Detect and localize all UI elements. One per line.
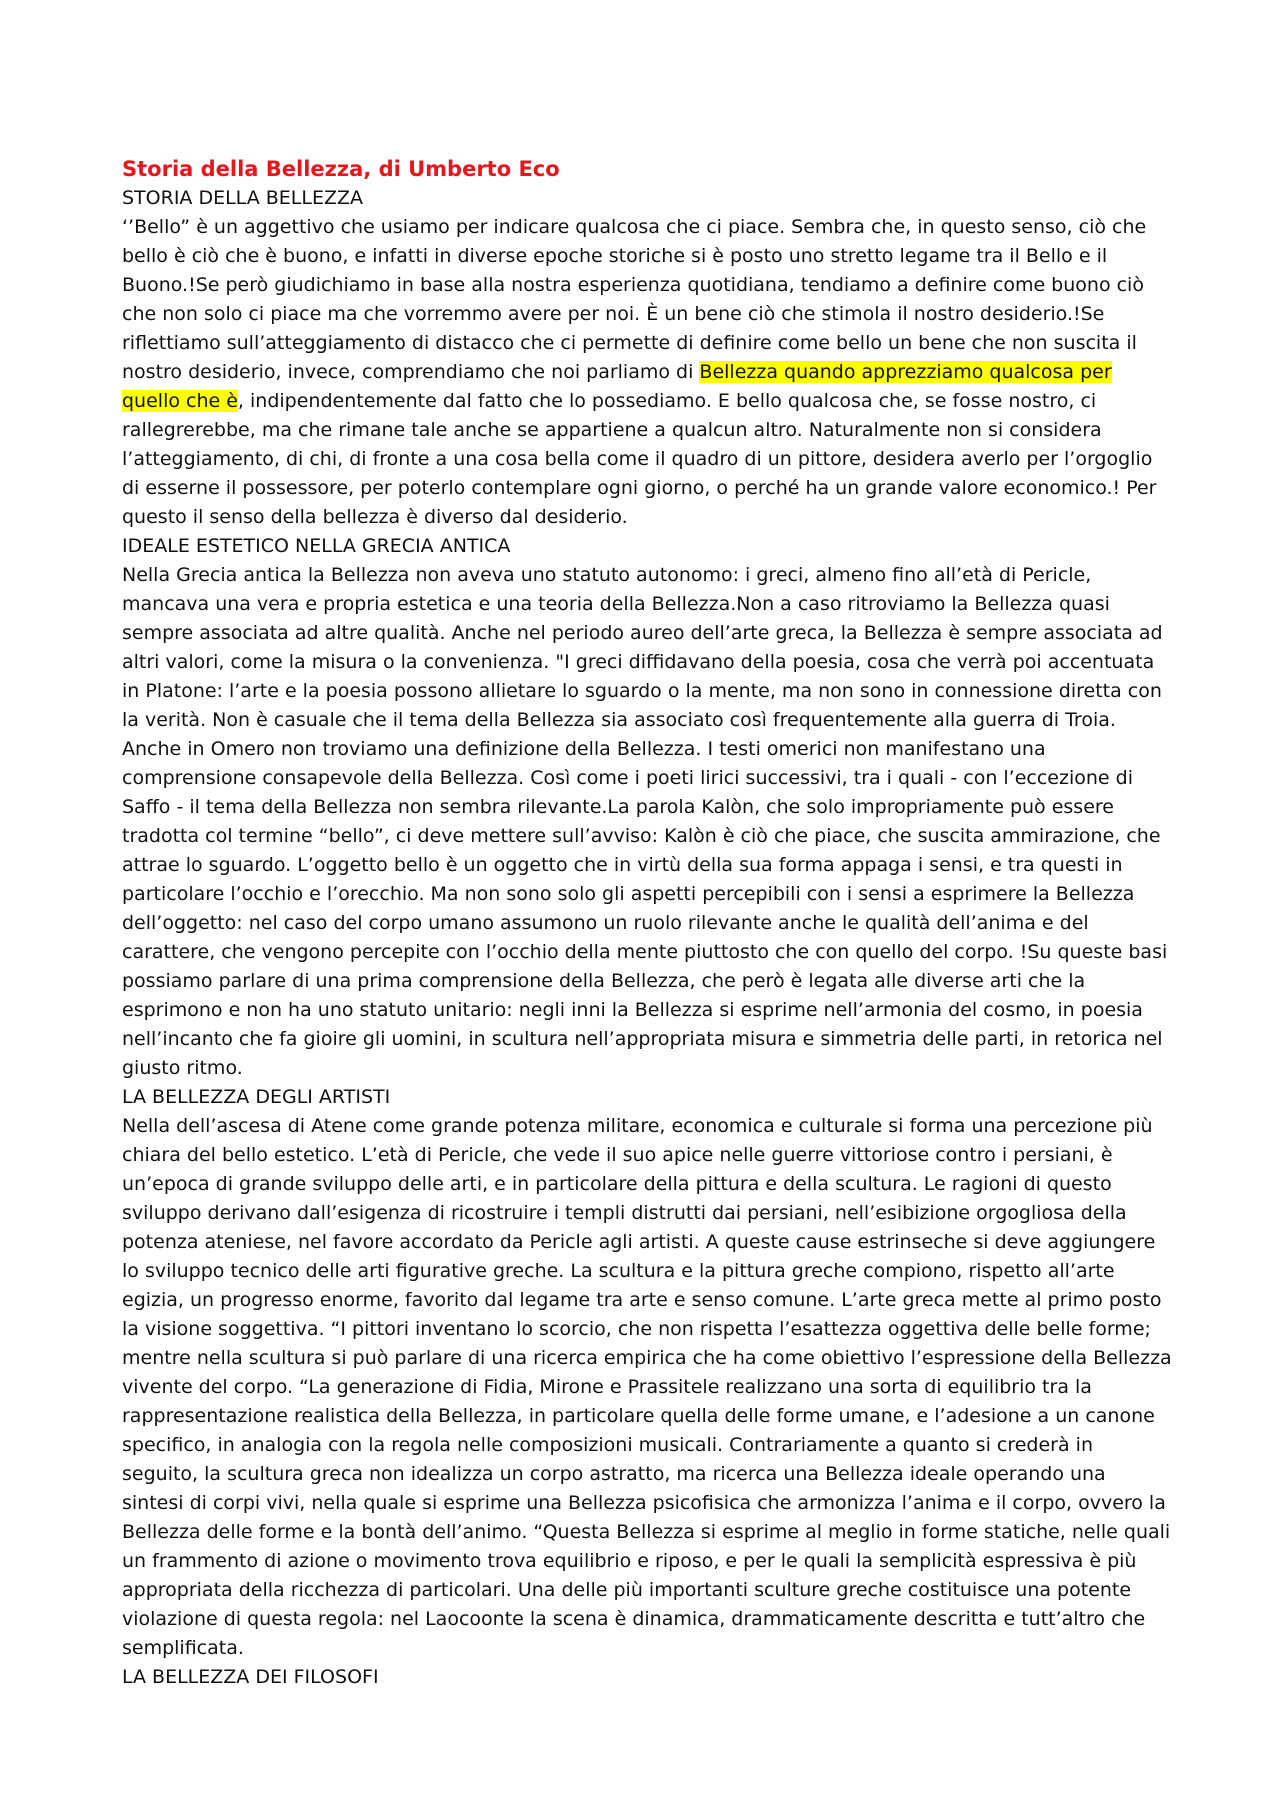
paragraph-text: ‘’Bello” è un aggettivo che usiamo per indicare qualcosa che ci piace. Sembra che, in questo senso, ciò che bello è ciò che è buono, e infatti in diverse epoche storiche si è posto uno stretto legame tra il Bello e il Buono.!Se però giudichiamo in base alla nostra esperienza quotidiana, tendiamo a definire come buono ciò che non solo ci piace ma che vorremmo avere per noi. È un bene ciò che stimola il nostro desiderio.!Se riflettiamo sull’atteggiamento di distacco che ci permette di definire come bello un bene che non suscita il nostro desiderio, invece, comprendiamo che noi parliamo di: [122, 216, 1147, 383]
section-heading: LA BELLEZZA DEI FILOSOFI: [122, 1666, 379, 1688]
section-storia-della-bellezza: [122, 184, 1172, 532]
section-paragraph: Nella Grecia antica la Bellezza non aveva uno statuto autonomo: i greci, almeno fino all’età di Pericle, mancava una vera e propria estetica e una teoria della Bellezza.Non a caso ritroviamo la Bellezza quasi sempre associata ad altre qualità. Anche nel periodo aureo dell’arte greca, la Bellezza è sempre associata ad altri valori, come la misura o la convenienza. "I greci diffidavano della poesia, cosa che verrà poi accentuata in Platone: l’arte e la poesia possono allietare lo sguardo o la mente, ma non sono in connessione diretta con la verità. Non è casuale che il tema della Bellezza sia associato così frequentemente alla guerra di Troia. Anche in Omero non troviamo una definizione della Bellezza. I testi omerici non manifestano una comprensione consapevole della Bellezza. Così come i poeti lirici successivi, tra i quali - con l’eccezione di Saffo - il tema della Bellezza non sembra rilevante.La parola Kalòn, che solo impropriamente può essere tradotta col termine “bello”, ci deve mettere sull’avviso: Kalòn è ciò che piace, che suscita ammirazione, che attrae lo sguardo. L’oggetto bello è un oggetto che in virtù della sua forma appaga i sensi, e tra questi in particolare l’occhio e l’orecchio. Ma non sono solo gli aspetti percepibili con i sensi a esprimere la Bellezza dell’oggetto: nel caso del corpo umano assumono un ruolo rilevante anche le qualità dell’anima e del carattere, che vengono percepite con l’occhio della mente piuttosto che con quello del corpo. !Su queste basi possiamo parlare di una prima comprensione della Bellezza, che però è legata alle diverse arti che la esprimono e non ha uno statuto unitario: negli inni la Bellezza si esprime nell’armonia del cosmo, in poesia nell’incanto che fa gioire gli uomini, in scultura nell’appropriata misura e simmetria delle parti, in retorica nel giusto ritmo.: [122, 564, 1168, 1079]
document-title: Storia della Bellezza, di Umberto Eco: [122, 157, 560, 181]
highlighted-text: Bellezza quando apprezziamo qualcosa per quello che è: [122, 361, 1112, 412]
paragraph-text: , indipendentemente dal fatto che lo possediamo. E bello qualcosa che, se fosse nostro, ci rallegrerebbe, ma che rimane tale anche se appartiene a qualcun altro. Naturalmente non si considera l’atteggiamento, di chi, di fronte a una cosa bella come il quadro di un pittore, desidera averlo per l’orgoglio di esserne il possessore, per poterlo contemplare ogni giorno, o perché ha un grande valore economico.! Per questo il senso della bellezza è diverso dal desiderio.: [122, 390, 1157, 528]
section-heading: IDEALE ESTETICO NELLA GRECIA ANTICA: [122, 535, 511, 557]
section-bellezza-artisti: [122, 1083, 1172, 1663]
section-bellezza-filosofi: [122, 1663, 1172, 1692]
document-page: [122, 155, 1172, 1692]
section-paragraph: Nella dell’ascesa di Atene come grande potenza militare, economica e culturale si forma una percezione più chiara del bello estetico. L’età di Pericle, che vede il suo apice nelle guerre vittoriose contro i persiani, è un’epoca di grande sviluppo delle arti, e in particolare della pittura e della scultura. Le ragioni di questo sviluppo derivano dall’esigenza di ricostruire i templi distrutti dai persiani, nell’esibizione orgogliosa della potenza ateniese, nel favore accordato da Pericle agli artisti. A queste cause estrinseche si deve aggiungere lo sviluppo tecnico delle arti figurative greche. La scultura e la pittura greche compiono, rispetto all’arte egizia, un progresso enorme, favorito dal legame tra arte e senso comune. L’arte greca mette al primo posto la visione soggettiva. “I pittori inventano lo scorcio, che non rispetta l’esattezza oggettiva delle belle forme; mentre nella scultura si può parlare di una ricerca empirica che ha come obiettivo l’espressione della Bellezza vivente del corpo. “La generazione di Fidia, Mirone e Prassitele realizzano una sorta di equilibrio tra la rappresentazione realistica della Bellezza, in particolare quella delle forme umane, e l’adesione a un canone specifico, in analogia con la regola nelle composizioni musicali. Contrariamente a quanto si crederà in seguito, la scultura greca non idealizza un corpo astratto, ma ricerca una Bellezza ideale operando una sintesi di corpi vivi, nella quale si esprime una Bellezza psicofisica che armonizza l’anima e il corpo, ovvero la Bellezza delle forme e la bontà dell’animo. “Questa Bellezza si esprime al meglio in forme statiche, nelle quali un frammento di azione o movimento trova equilibrio e riposo, e per le quali la semplicità espressiva è più appropriata della ricchezza di particolari. Una delle più importanti sculture greche costituisce una potente violazione di questa regola: nel Laocoonte la scena è dinamica, drammaticamente descritta e tutt’altro che semplificata.: [122, 1115, 1172, 1659]
section-heading: STORIA DELLA BELLEZZA: [122, 187, 363, 209]
section-ideale-estetico: [122, 532, 1172, 1083]
section-heading: LA BELLEZZA DEGLI ARTISTI: [122, 1086, 391, 1108]
section-paragraph: [122, 213, 1172, 532]
